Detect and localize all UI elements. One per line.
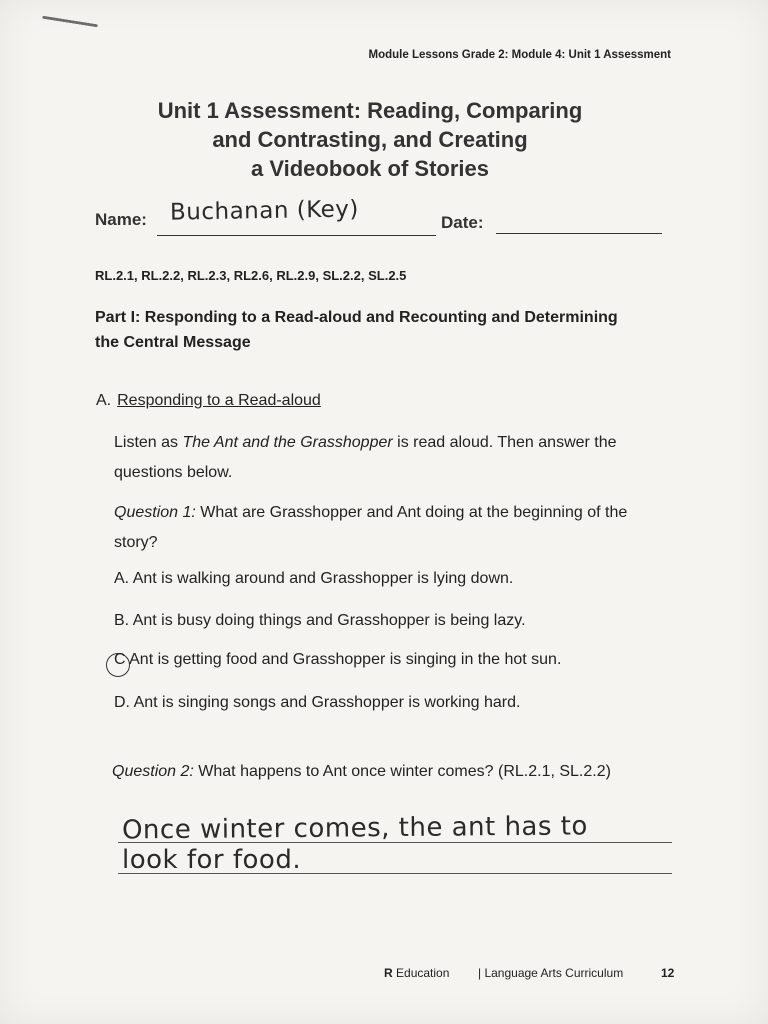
option-c[interactable] [114,651,561,669]
answer-line-2[interactable] [118,873,672,874]
option-a-text: Ant is walking around and Grasshopper is lying down. [132,570,514,587]
option-d[interactable] [114,694,520,712]
title-line-3: a Videobook of Stories [251,156,489,181]
answer-line-2-text: look for food. [122,845,302,875]
standards-list: RL.2.1, RL.2.2, RL.2.3, RL2.6, RL.2.9, SL.2.2, SL.2.5 [95,268,407,283]
question-2-label: Question 2: [112,763,194,780]
story-title: The Ant and the Grasshopper [182,434,393,451]
option-d-letter: D. [114,694,130,711]
option-b-letter: B. [114,612,130,629]
section-letter: A. [96,392,112,409]
part-heading [95,305,665,355]
question-1-text: What are Grasshopper and Ant doing at the beginning of the story? [114,504,628,551]
option-b[interactable] [114,612,526,630]
publisher-logo [384,966,449,980]
logo-mark-icon: R [384,966,393,980]
page-title [130,96,610,183]
date-field[interactable] [496,200,662,234]
option-a-letter: A. [114,570,130,587]
pen-mark [42,16,98,28]
question-2 [112,763,611,781]
answer-line-1[interactable] [118,842,672,843]
part-heading-line-1: Part I: Responding to a Read-aloud and Recounting and Determining [95,309,618,326]
section-title: Responding to a Read-aloud [117,392,321,409]
option-c-letter: C [114,651,126,668]
module-header: Module Lessons Grade 2: Module 4: Unit 1 Assessment [368,49,671,61]
instructions-pre: Listen as [114,434,183,451]
question-2-text: What happens to Ant once winter comes? (RL.2.1, SL.2.2) [193,763,611,780]
option-c-text: Ant is getting food and Grasshopper is singing in the hot sun. [129,651,562,668]
question-1 [114,498,674,558]
date-label: Date: [441,213,484,232]
logo-text: Education [396,966,450,980]
section-a-heading [96,392,321,410]
answer-line-1-text: Once winter comes, the ant has to [121,811,588,846]
option-b-text: Ant is busy doing things and Grasshopper is being lazy. [132,612,526,629]
part-heading-line-2: the Central Message [95,334,251,351]
curriculum-label: | Language Arts Curriculum [478,966,624,980]
instructions [114,428,674,488]
option-d-text: Ant is singing songs and Grasshopper is working hard. [133,694,521,711]
name-value: Buchanan (Key) [169,196,360,226]
option-a[interactable] [114,570,513,588]
instructions-post: is read aloud. Then answer the questions below. [114,434,617,481]
title-line-2: and Contrasting, and Creating [212,127,528,152]
title-line-1: Unit 1 Assessment: Reading, Comparing [157,98,583,123]
name-label: Name: [95,210,147,229]
question-1-label: Question 1: [114,504,196,521]
page-number: 12 [661,966,675,980]
